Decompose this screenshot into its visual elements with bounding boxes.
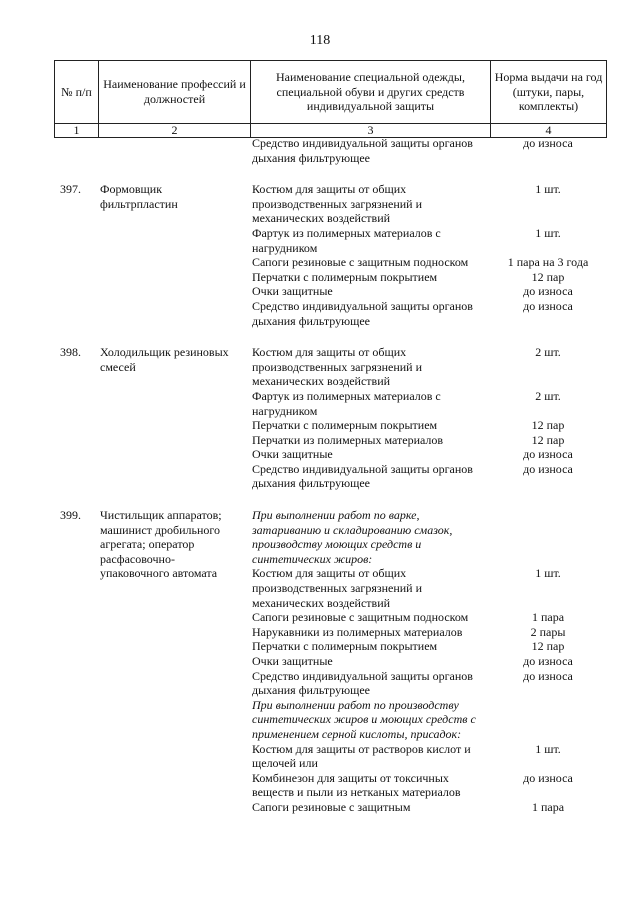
header-col-profession: Наименование профессий и должностей	[99, 61, 251, 124]
item-row	[250, 226, 606, 255]
item-row	[250, 433, 606, 448]
item-norm: 1 шт.	[535, 741, 561, 756]
item-norm: до износа	[523, 654, 573, 668]
item-row	[250, 654, 606, 669]
item-norm	[490, 698, 606, 742]
item-name: Костюм для защиты от общих производственных загрязнений и механических воздействий	[252, 566, 423, 610]
item-row	[54, 136, 606, 165]
profession-line: смесей	[100, 359, 136, 374]
item-name: Очки защитные	[252, 284, 333, 299]
section-note	[250, 698, 606, 742]
item-name: Костюм для защиты от растворов кислот и щелочей или	[252, 741, 471, 771]
profession-line: машинист дробильного	[100, 522, 221, 537]
item-norm: до износа	[523, 284, 573, 299]
profession-line: Холодильщик резиновых	[100, 345, 229, 360]
item-name: Комбинезон для защиты от токсичных веществ и пыли из нетканых материалов	[252, 770, 461, 800]
page-number: 118	[309, 33, 331, 48]
header-col-norm: Норма выдачи на год (штуки, пары, комплекты)	[491, 61, 607, 124]
item-norm: 1 пара	[531, 610, 565, 625]
equipment-list	[250, 345, 606, 491]
item-name: Средство индивидуальной защиты органов дыхания фильтрующее	[252, 461, 473, 491]
item-row	[250, 566, 606, 610]
item-norm: 2 пары	[530, 624, 566, 639]
profession-name	[98, 508, 250, 814]
column-number: 3	[251, 124, 491, 138]
item-name: Перчатки с полимерным покрытием	[252, 418, 438, 433]
item-norm: 1 пара на 3 года	[507, 255, 589, 270]
header-row	[55, 61, 607, 124]
column-number: 1	[55, 124, 99, 138]
item-name: Сапоги резиновые с защитным подноском	[252, 255, 469, 270]
item-row	[250, 345, 606, 389]
item-row	[250, 610, 606, 625]
item-row	[250, 771, 606, 800]
profession-line: упаковочного автомата	[100, 566, 218, 581]
item-row	[250, 182, 606, 226]
item-norm: 12 пар	[531, 418, 565, 433]
entry-number: 399.	[60, 508, 81, 523]
item-name: Очки защитные	[252, 447, 333, 462]
equipment-list	[250, 182, 606, 328]
table-body	[54, 136, 606, 815]
profession-line: Формовщик	[100, 182, 163, 197]
item-row	[250, 639, 606, 654]
item-name: Перчатки из полимерных материалов	[252, 432, 444, 447]
item-norm: 2 шт.	[535, 388, 561, 403]
item-row	[250, 255, 606, 270]
item-row	[250, 742, 606, 771]
item-name: При выполнении работ по производству синтетических жиров и моющих средств с применением серной кислоты, присадок:	[252, 697, 476, 741]
item-norm	[490, 508, 606, 566]
item-name: Костюм для защиты от общих производственных загрязнений и механических воздействий	[252, 182, 423, 226]
item-row	[250, 418, 606, 433]
header-col-equipment: Наименование специальной одежды, специальной обуви и других средств индивидуальной защиты	[251, 61, 491, 124]
entry-397	[54, 182, 606, 328]
entry-398	[54, 345, 606, 491]
item-name: Очки защитные	[252, 654, 333, 668]
profession-line: Чистильщик аппаратов;	[100, 508, 222, 523]
item-norm: 1 шт.	[535, 225, 561, 240]
item-norm: 12 пар	[531, 269, 565, 284]
entry-399	[54, 508, 606, 814]
item-name: Средство индивидуальной защиты органов дыхания фильтрующее	[252, 298, 473, 328]
profession-line: фильтрпластин	[100, 196, 178, 211]
profession-name	[98, 182, 250, 328]
item-name: Нарукавники из полимерных материалов	[252, 624, 463, 639]
item-row	[250, 299, 606, 328]
item-name: Сапоги резиновые с защитным подноском	[252, 610, 469, 625]
equipment-list	[250, 508, 606, 814]
item-norm: 1 пара	[531, 799, 565, 814]
item-row	[250, 625, 606, 640]
section-note	[250, 508, 606, 566]
item-norm: до износа	[523, 298, 573, 313]
item-row	[250, 462, 606, 491]
item-name: Перчатки с полимерным покрытием	[252, 269, 438, 284]
profession-name	[98, 345, 250, 491]
item-norm: 12 пар	[531, 639, 565, 654]
item-name: Фартук из полимерных материалов с нагрудником	[252, 388, 441, 418]
item-name: При выполнении работ по варке, затариванию и складированию смазок, производству моющих средств и синтетических жиров:	[252, 508, 453, 566]
item-norm: до износа	[523, 770, 573, 785]
item-norm: 1 шт.	[535, 182, 561, 197]
item-row	[250, 800, 606, 815]
header-col-num: № п/п	[55, 61, 99, 124]
item-name: Костюм для защиты от общих производственных загрязнений и механических воздействий	[252, 345, 423, 389]
item-name: Перчатки с полимерным покрытием	[252, 639, 438, 654]
item-name: Фартук из полимерных материалов с нагрудником	[252, 225, 441, 255]
profession-line: агрегата; оператор	[100, 537, 195, 552]
column-number: 4	[491, 124, 607, 138]
item-norm: 12 пар	[531, 432, 565, 447]
item-norm: до износа	[523, 461, 573, 476]
item-row	[250, 284, 606, 299]
item-norm: 2 шт.	[535, 345, 561, 360]
item-norm: до износа	[523, 136, 573, 150]
item-row	[250, 447, 606, 462]
table-header	[54, 60, 607, 138]
item-row	[250, 669, 606, 698]
profession-line: расфасовочно-	[100, 551, 175, 566]
item-norm: 1 шт.	[535, 566, 561, 581]
item-name: Средство индивидуальной защиты органов дыхания фильтрующее	[252, 668, 473, 698]
item-row	[250, 389, 606, 418]
column-number: 2	[99, 124, 251, 138]
entry-number: 398.	[60, 345, 81, 360]
item-name: Средство индивидуальной защиты органов дыхания фильтрующее	[252, 136, 473, 165]
item-row	[250, 270, 606, 285]
item-norm: до износа	[523, 668, 573, 683]
entry-number: 397.	[60, 182, 81, 197]
item-norm: до износа	[523, 447, 573, 462]
item-name: Сапоги резиновые с защитным	[252, 799, 411, 814]
